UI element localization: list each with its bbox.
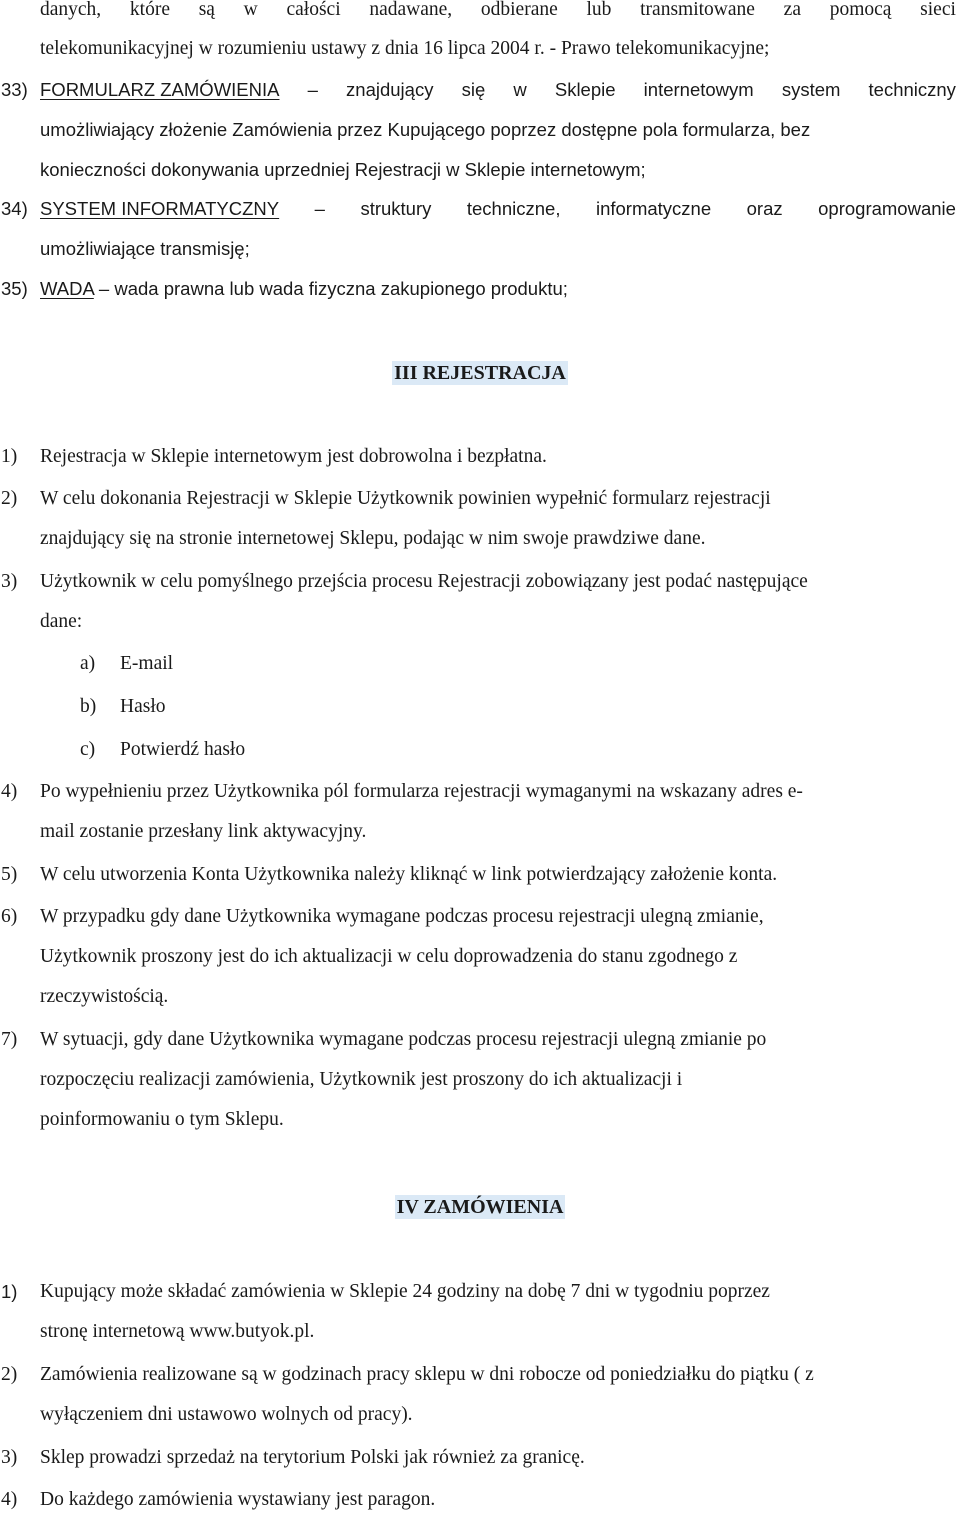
list-item-number: 7) xyxy=(1,1029,18,1050)
definition-35-line xyxy=(40,277,568,301)
word: – xyxy=(314,198,325,219)
list-item-text: Po wypełnieniu przez Użytkownika pól formularza rejestracji wymaganymi na wskazany adres e- xyxy=(40,781,803,802)
list-item-text: W celu dokonania Rejestracji w Sklepie Użytkownik powinien wypełnić formularz rejestracji xyxy=(40,488,771,509)
sub-item-letter: a) xyxy=(80,653,96,674)
sub-item-text: Potwierdź hasło xyxy=(120,739,246,760)
list-item-text: znajdujący się na stronie internetowej Sklepu, podając w nim swoje prawdziwe dane. xyxy=(40,528,706,549)
list-item-text: W przypadku gdy dane Użytkownika wymagane podczas procesu rejestracji ulegną zmianie, xyxy=(40,906,764,927)
definition-text: – wada prawna lub wada fizyczna zakupionego produktu; xyxy=(93,278,568,299)
word: są xyxy=(198,0,215,20)
section-heading-orders xyxy=(0,1194,960,1220)
list-item-number: 2) xyxy=(1,488,18,509)
list-item-number: 3) xyxy=(1,571,18,592)
word: transmitowane xyxy=(640,0,755,20)
word: znajdujący xyxy=(346,79,434,100)
list-item-text: rozpoczęciu realizacji zamówienia, Użytkownik jest proszony do ich aktualizacji i xyxy=(40,1069,683,1090)
word: całości xyxy=(286,0,341,20)
word: odbierane xyxy=(480,0,558,20)
list-item-text: W sytuacji, gdy dane Użytkownika wymagane podczas procesu rejestracji ulegną zmianie po xyxy=(40,1029,767,1050)
list-item-text: Sklep prowadzi sprzedaż na terytorium Polski jak również za granicę. xyxy=(40,1447,585,1468)
definition-continuation-line: telekomunikacyjnej w rozumieniu ustawy z dnia 16 lipca 2004 r. - Prawo telekomunikacyjne; xyxy=(40,38,770,59)
word: oprogramowanie xyxy=(818,198,956,219)
word: za xyxy=(783,0,801,20)
list-item-text: Kupujący może składać zamówienia w Sklepie 24 godziny na dobę 7 dni w tygodniu poprzez xyxy=(40,1281,770,1302)
list-item-text: wyłączeniem dni ustawowo wolnych od pracy). xyxy=(40,1404,413,1425)
word: informatyczne xyxy=(595,198,712,219)
list-item-number: 1) xyxy=(1,1281,18,1302)
definition-term: FORMULARZ ZAMÓWIENIA xyxy=(40,79,280,100)
definition-number: 34) xyxy=(1,198,28,219)
list-item-number: 4) xyxy=(1,781,18,802)
word: techniczne, xyxy=(466,198,561,219)
section-title: III REJESTRACJA xyxy=(394,362,566,384)
sub-item-letter: b) xyxy=(80,696,97,717)
list-item-text: Zamówienia realizowane są w godzinach pracy sklepu w dni robocze od poniedziałku do piątku ( z xyxy=(40,1364,814,1385)
list-item-text: mail zostanie przesłany link aktywacyjny. xyxy=(40,821,367,842)
list-item-number: 3) xyxy=(1,1447,18,1468)
word: system xyxy=(781,79,841,100)
definition-number: 33) xyxy=(1,79,28,100)
list-item-text: W celu utworzenia Konta Użytkownika należy kliknąć w link potwierdzający założenie konta. xyxy=(40,864,778,885)
list-item-text: Rejestracja w Sklepie internetowym jest dobrowolna i bezpłatna. xyxy=(40,446,547,467)
word: sieci xyxy=(920,0,956,20)
sub-item-text: Hasło xyxy=(120,696,166,717)
definition-number: 35) xyxy=(1,278,28,299)
list-item-text: stronę internetową www.butyok.pl. xyxy=(40,1321,315,1342)
list-item-text: rzeczywistością. xyxy=(40,986,169,1007)
word: w xyxy=(513,79,527,100)
list-item-text: Użytkownik proszony jest do ich aktualizacji w celu doprowadzenia do stanu zgodnego z xyxy=(40,946,738,967)
word: się xyxy=(461,79,486,100)
list-item-number: 6) xyxy=(1,906,18,927)
word: w xyxy=(243,0,258,20)
definition-33-line xyxy=(40,78,956,102)
list-item-number: 4) xyxy=(1,1489,18,1510)
word: które xyxy=(129,0,170,20)
word: internetowym xyxy=(643,79,754,100)
definition-33-line: konieczności dokonywania uprzedniej Rejestracji w Sklepie internetowym; xyxy=(40,159,646,180)
list-item-number: 5) xyxy=(1,864,18,885)
definition-34-line: umożliwiające transmisję; xyxy=(40,238,250,259)
sub-item-letter: c) xyxy=(80,739,96,760)
word: oraz xyxy=(746,198,783,219)
definition-33-line: umożliwiający złożenie Zamówienia przez Kupującego poprzez dostępne pola formularza, bez xyxy=(40,119,811,140)
list-item-number: 1) xyxy=(1,446,18,467)
word: struktury xyxy=(360,198,432,219)
definition-term: WADA xyxy=(40,278,94,299)
definition-34-line xyxy=(40,197,956,221)
word: pomocą xyxy=(829,0,892,20)
word: lub xyxy=(586,0,612,20)
sub-item-text: E-mail xyxy=(120,653,174,674)
list-item-text: poinformowaniu o tym Sklepu. xyxy=(40,1109,284,1130)
section-title: IV ZAMÓWIENIA xyxy=(396,1196,564,1218)
list-item-text: dane: xyxy=(40,611,83,632)
section-heading-registration xyxy=(0,360,960,386)
word: danych, xyxy=(40,0,102,20)
list-item-text: Do każdego zamówienia wystawiany jest paragon. xyxy=(40,1489,436,1510)
word: – xyxy=(307,79,318,100)
list-item-text: Użytkownik w celu pomyślnego przejścia procesu Rejestracji zobowiązany jest podać następujące xyxy=(40,571,808,592)
definition-continuation-line xyxy=(40,0,956,22)
word: Sklepie xyxy=(554,79,616,100)
word: techniczny xyxy=(868,79,956,100)
word: nadawane, xyxy=(369,0,453,20)
list-item-number: 2) xyxy=(1,1364,18,1385)
definition-term: SYSTEM INFORMATYCZNY xyxy=(40,198,280,219)
